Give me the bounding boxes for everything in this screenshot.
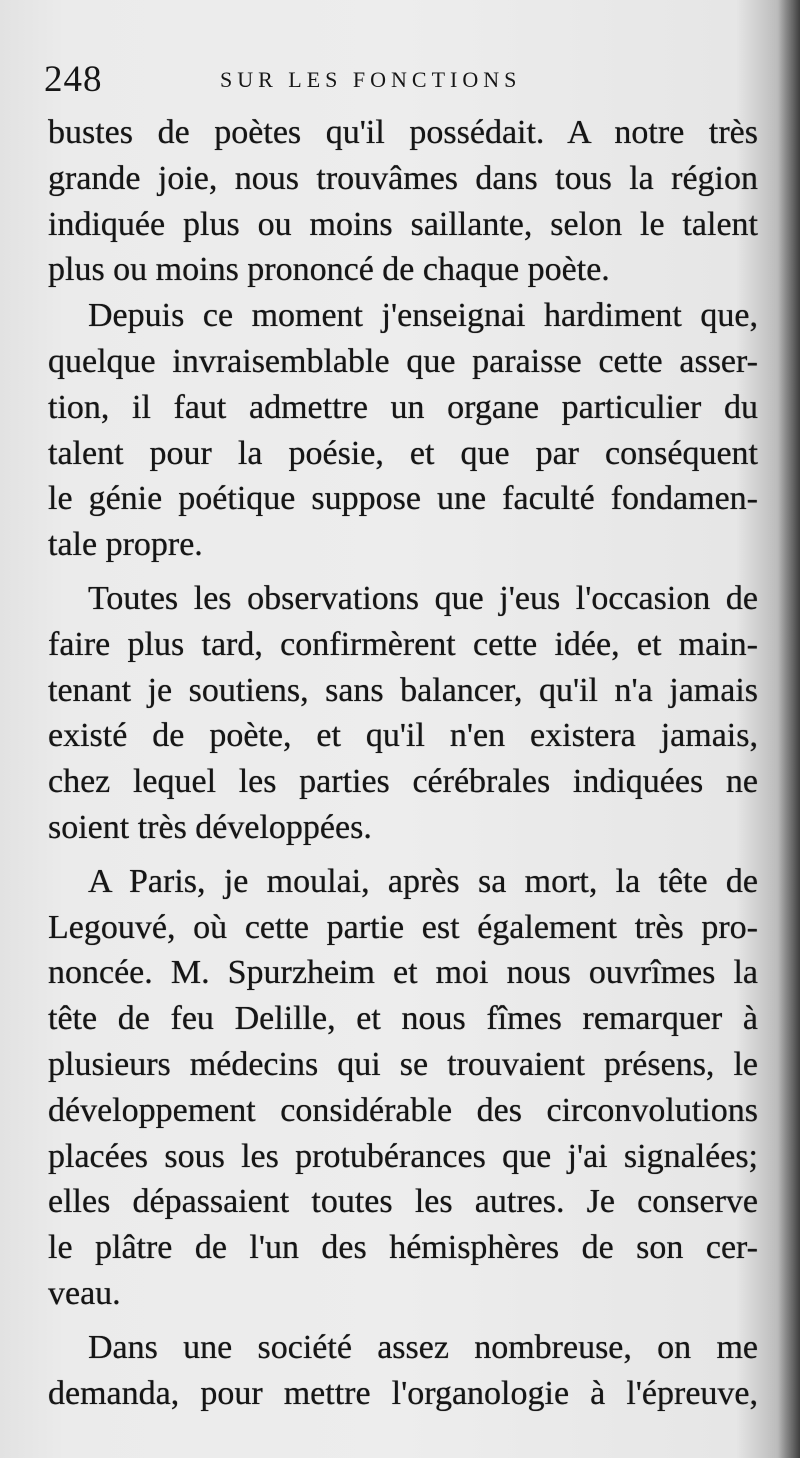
paragraph (48, 110, 758, 293)
text-line: soient très développées. (48, 808, 372, 846)
text-line: plus ou moins prononcé de chaque poète. (48, 251, 610, 289)
text-line: le plâtre de l'un des hémisphères de son cer- (48, 1229, 758, 1267)
text-line: talent pour la poésie, et que par conséquent (48, 434, 758, 472)
text-line: plusieurs médecins qui se trouvaient présens, le (48, 1045, 758, 1083)
text-line: existé de poète, et qu'il n'en existera jamais, (48, 717, 758, 755)
paragraph (48, 576, 758, 851)
paragraph-gap (48, 851, 758, 859)
text-line: développement considérable des circonvolutions (48, 1091, 758, 1129)
text-line: noncée. M. Spurzheim et moi nous ouvrîmes la (48, 954, 758, 992)
paragraph (48, 293, 758, 568)
text-line: elles dépassaient toutes les autres. Je conserve (48, 1183, 758, 1221)
binding-shadow (778, 0, 800, 1458)
paragraph (48, 1325, 758, 1417)
text-line: chez lequel les parties cérébrales indiquées ne (48, 763, 758, 801)
text-line: faire plus tard, confirmèrent cette idée, et main- (48, 625, 758, 663)
text-line: tête de feu Delille, et nous fîmes remarquer à (48, 1000, 758, 1038)
paragraph-gap (48, 1317, 758, 1325)
text-line: tale propre. (48, 526, 203, 564)
text-line: Legouvé, où cette partie est également très pro- (48, 908, 758, 946)
text-line: Dans une société assez nombreuse, on me (88, 1328, 758, 1366)
text-line: indiquée plus ou moins saillante, selon le talent (48, 205, 758, 243)
text-line: tenant je soutiens, sans balancer, qu'il n'a jamais (48, 671, 758, 709)
text-line: le génie poétique suppose une faculté fondamen- (48, 480, 758, 518)
page-number: 248 (44, 59, 103, 100)
page-header (44, 58, 764, 102)
text-line: bustes de poètes qu'il possédait. A notre très (48, 114, 758, 151)
text-line: veau. (48, 1274, 121, 1312)
body-text (48, 110, 758, 1416)
text-line: quelque invraisemblable que paraisse cette asser- (48, 342, 758, 380)
paragraph (48, 859, 758, 1317)
text-line: demanda, pour mettre l'organologie à l'épreuve, (48, 1374, 758, 1412)
text-line: placées sous les protubérances que j'ai signalées; (48, 1137, 758, 1175)
running-head: SUR LES FONCTIONS (220, 67, 522, 92)
text-line: grande joie, nous trouvâmes dans tous la région (48, 159, 758, 197)
text-line: tion, il faut admettre un organe particulier du (48, 388, 758, 426)
paragraph-gap (48, 568, 758, 576)
text-line: Toutes les observations que j'eus l'occasion de (88, 579, 758, 617)
text-line: Depuis ce moment j'enseignai hardiment que, (88, 297, 758, 335)
text-line: A Paris, je moulai, après sa mort, la tête de (88, 862, 758, 900)
